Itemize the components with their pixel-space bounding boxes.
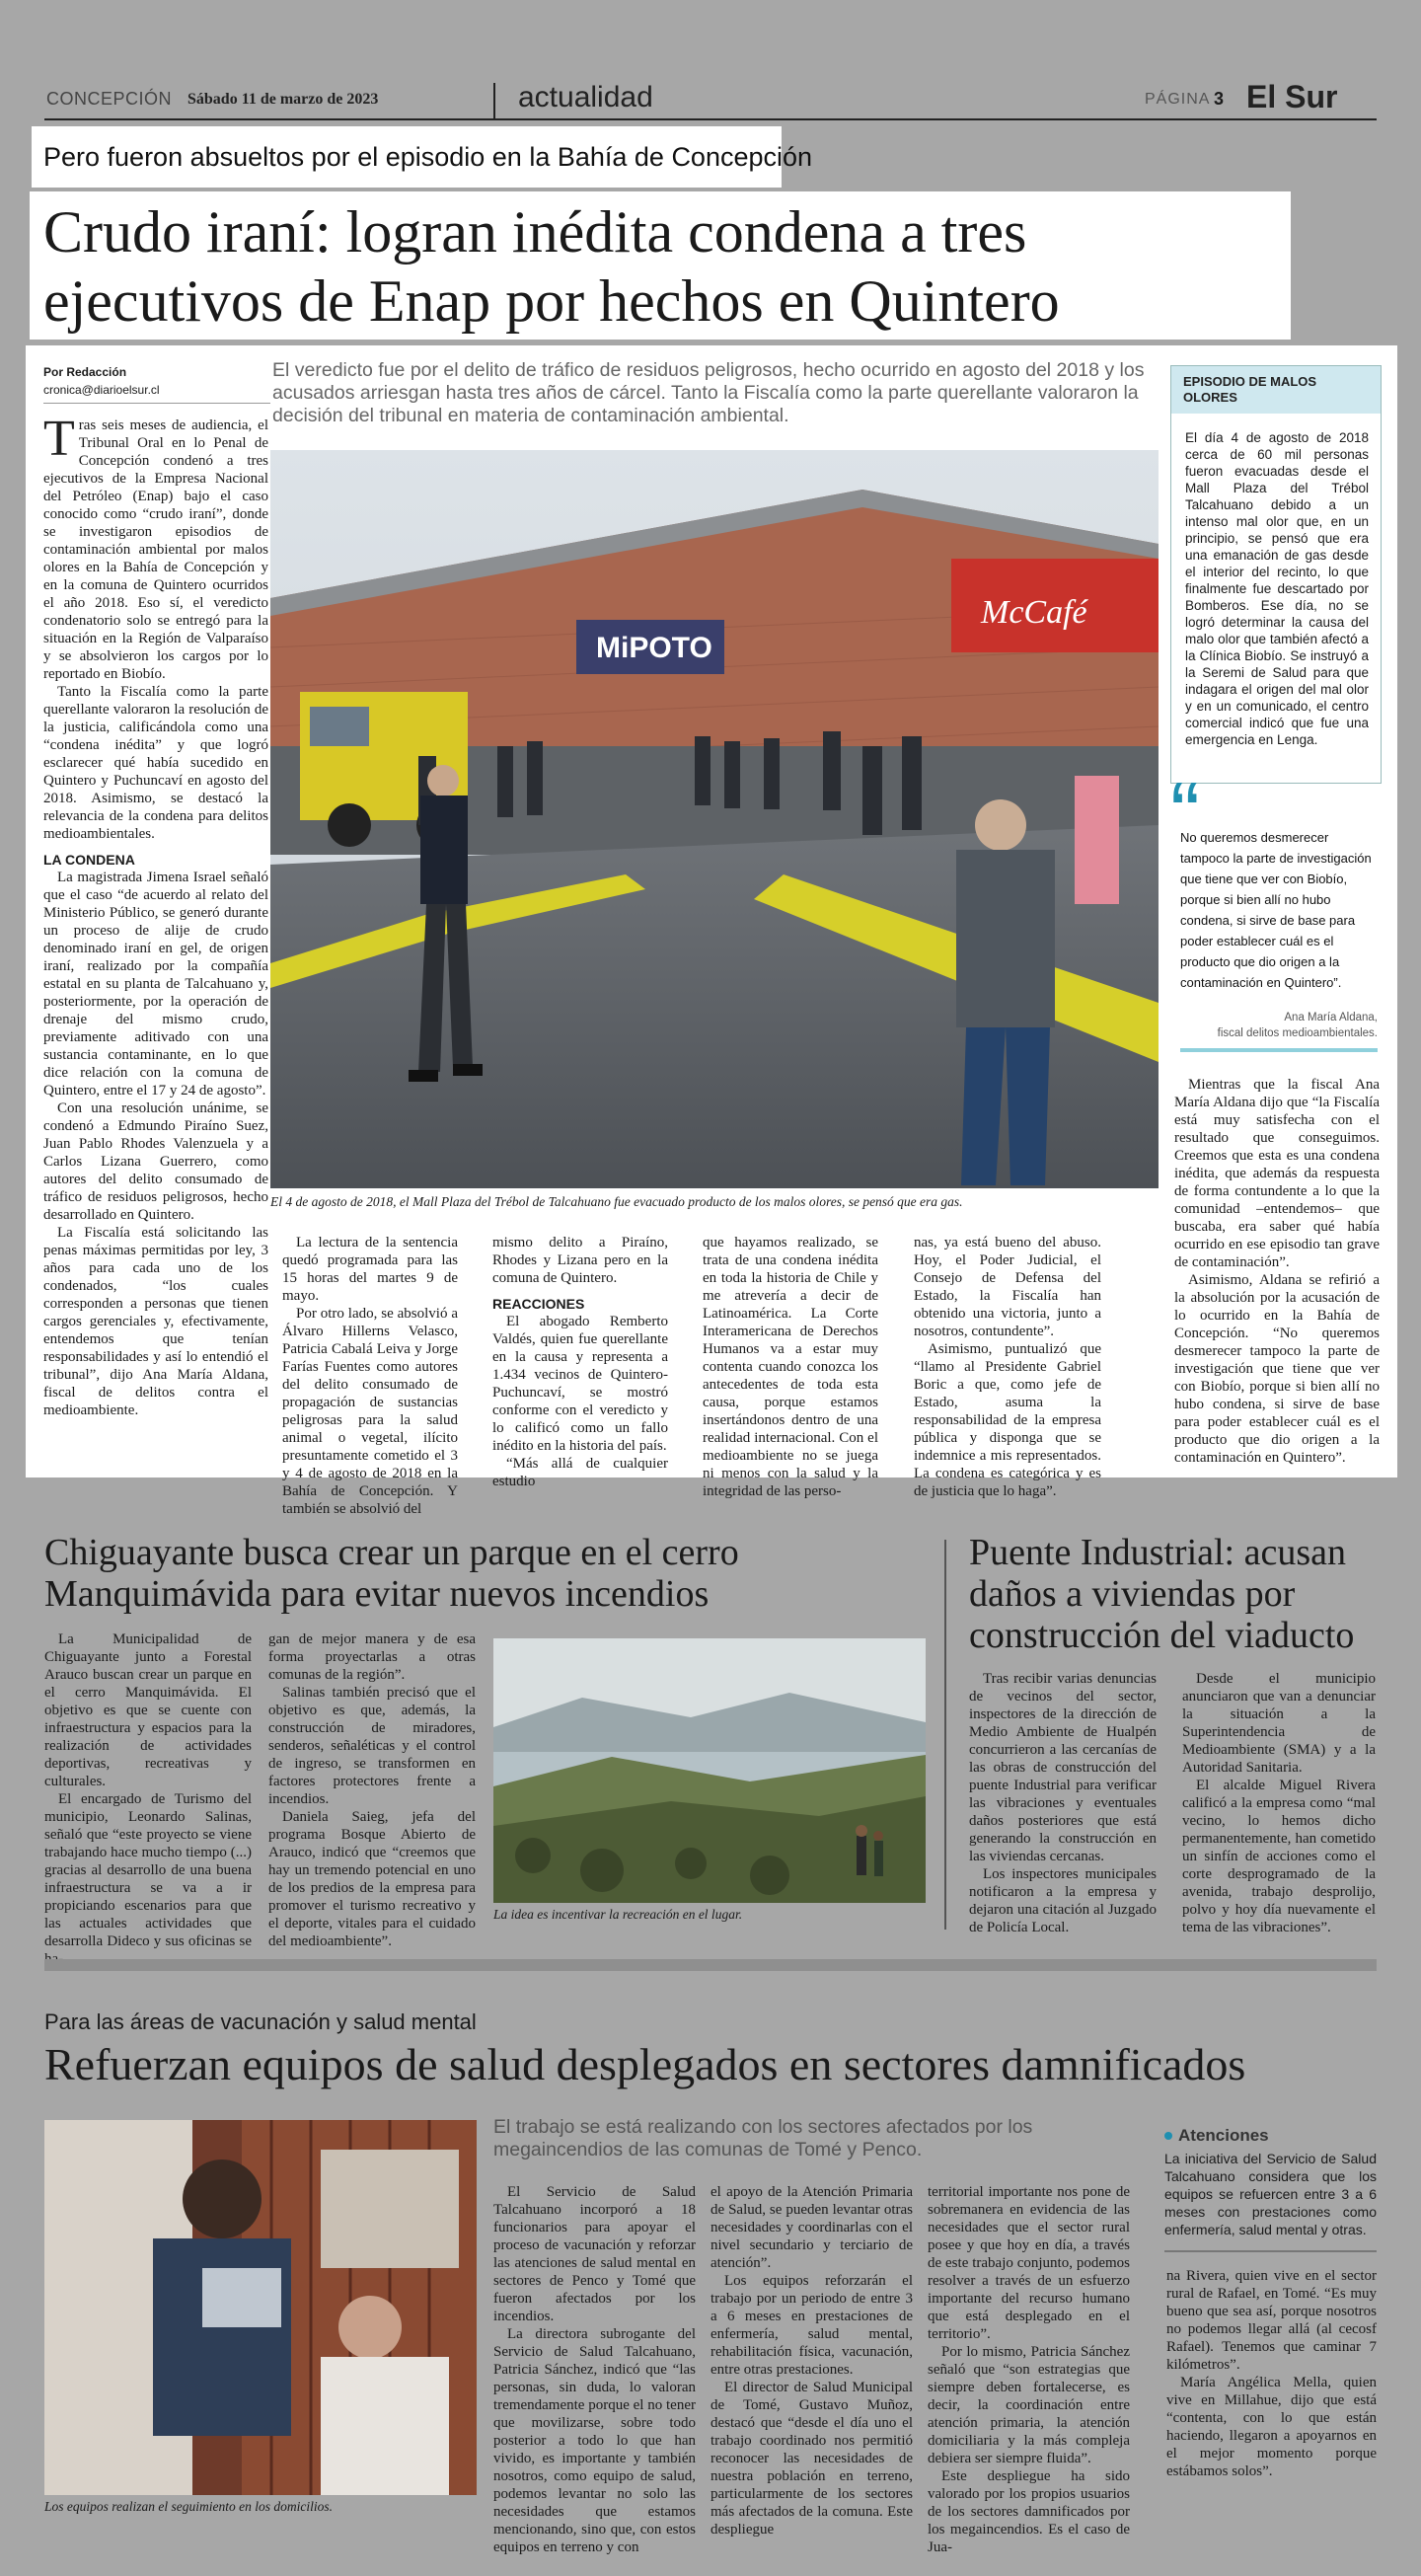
lead-col-6 [1174,1076,1380,1467]
lead-col4-p1: que hayamos realizado, se trata de una condena inédita en toda la historia de Chile y me atrevería a decir de Latinoamérica. La Corte Interamericana de Derechos Humanos va a estar muy contenta cuando conozca los antecedentes de toda esta causa, porque estamos insertándonos dentro de una realidad internacional. Con el medioambiente no se juega ni menos con la salud y la integridad de las perso- [703,1235,878,1499]
lead-col-4 [703,1234,878,1500]
salud-photo [44,2120,477,2495]
salud-col-3 [928,2183,1130,2556]
chiguayante-headline-line1: Chiguayante busca crear un parque en el cerro [44,1532,739,1573]
sidebar-box [1170,365,1382,784]
chiguayante-headline-line2: Manquimávida para evitar nuevos incendios [44,1573,710,1615]
lead-kicker: Pero fueron absueltos por el episodio en la Bahía de Concepción [43,142,813,172]
salud-col1-p1: El Servicio de Salud Talcahuano incorporó a 18 funcionarios para apoyar el proceso de vacunación y reforzar las atenciones de salud mental en sectores de Penco y Tomé que fueron afectados por los incendios. [493,2184,696,2324]
salud-kicker: Para las áreas de vacunación y salud mental [44,2009,477,2034]
salud-col-4 [1166,2267,1377,2480]
chiguayante-col-1 [44,1630,252,1968]
page-label: PÁGINA [1145,91,1211,108]
puente-headline-line3: construcción del viaducto [969,1615,1355,1656]
lead-col6-p2: Asimismo, Aldana se refirió a la absolución por la acusación de lo ocurrido en la Bahía de Concepción. “No queremos desmerecer tampoco la parte de investigación que tiene que ver con Biobío, porque si bien allí no hubo condena, si sirve de base para poder establecer cuál es el producto que dio origen a la contaminación en Quintero”. [1174,1272,1380,1466]
lead-col2-p2: Por otro lado, se absolvió a Álvaro Hillerns Velasco, Patricia Cabalá Leiva y Jorge Farías Fuentes como autores del delito consumado de propagación de sustancias peligrosas para la salud animal o vegetal, ilícito presuntamente cometido el 3 y 4 de agosto de 2018 en la Bahía de Concepción. Y también se absolvió del [282,1306,458,1517]
lead-col1-p5: La Fiscalía está solicitando las penas máximas permitidas por ley, 3 años para cada uno de los condenados, “los cuales corresponden a personas que tienen cargos gerenciales y, efectivamente, entendemos que tenían responsabilidades y así lo entendió el tribunal”, dijo Ana María Aldana, fiscal de delitos contra el medioambiente. [43,1225,268,1418]
salud-headline: Refuerzan equipos de salud desplegados en sectores damnificados [44,2039,1246,2089]
puente-col2-p1: Desde el municipio anunciaron que van a denunciar la situación a la Superintendencia de Medioambiente (SMA) y a la Autoridad Sanitaria. [1182,1671,1376,1776]
newspaper-logo: El Sur [1246,79,1338,114]
header-divider [493,83,495,118]
sidebar-text: El día 4 de agosto de 2018 cerca de 60 mil personas fueron evacuadas desde el Mall Plaza del Trébol Talcahuano debido a un intenso mal olor que, en un principio, se pensó que era una emanación de gas desde el interior del recinto, lo que finalmente fue descartado por Bomberos. Ese día, no se logró determinar la causa del malo olor que también afectó a la Clínica Biobío. Se instruyó a la Seremi de Salud para que indagara el origen del mal olor y en un comunicado, el centro comercial indicó que fue una emergencia en Lenga. [1185,430,1369,747]
atenciones-text: La iniciativa del Servicio de Salud Talcahuano considera que los equipos se refuercen entre 3 a 6 meses con prestaciones como enfermería, salud mental y otras. [1164,2151,1377,2237]
hill-landscape-photo [493,1638,926,1903]
lead-col-2 [282,1234,458,1518]
salud-caption: Los equipos realizan el seguimiento en los domicilios. [44,2499,333,2514]
chiguayante-caption: La idea es incentivar la recreación en el lugar. [493,1907,743,1922]
lead-headline-box [30,191,1291,340]
salud-col3-p3: Este despliegue ha sido valorado por los propios usuarios de los sectores damnificados por los megaincendios. Es el caso de Jua- [928,2468,1130,2555]
section-name: actualidad [518,81,653,114]
puente-col-1 [969,1670,1157,1936]
lead-col5-p1: nas, ya está bueno del abuso. Hoy, el Poder Judicial, el Consejo de Defensa del Estado, la Fiscalía han obtenido una victoria, junto a nosotros, contundente”. [914,1235,1101,1339]
byline-rule [43,403,270,404]
salud-col2-p1: el apoyo de la Atención Primaria de Salud, se pueden levantar otras necesidades y coordinarlas con el nivel secundario y terciario de atención”. [710,2184,913,2271]
salud-col2-p3: El director de Salud Municipal de Tomé, Gustavo Muñoz, destacó que “desde el día uno el trabajo coordinado nos permitió reconocer las necesidades de nuestra población en terreno, particularmente de los sectores más afectados de la comuna. Este despliegue [710,2380,913,2538]
salud-col4-p1: na Rivera, quien vive en el sector rural de Rafael, en Tomé. “Es muy bueno que sea así, porque nosotros no podemos llegar allá (al cecosf Rafael). Tenemos que caminar 7 kilómetros”. [1166,2268,1377,2373]
drop-cap: T [43,411,75,467]
column-divider [944,1540,946,1930]
chiguayante-col2-p2: Salinas también precisó que el objetivo es que, además, la construcción de miradores, senderos, señaléticas y el control de ingreso, se transformen en factores protectores frente a incendios. [268,1685,476,1807]
page-header [44,79,1377,120]
chiguayante-photo [493,1638,926,1903]
mall-evacuation-photo [270,450,1159,1188]
photo-sign-mall: MiPOTO [596,632,712,664]
chiguayante-col-2 [268,1630,476,1950]
lead-col-1 [43,411,268,1419]
puente-col1-p2: Los inspectores municipales notificaron a la empresa y dejaron una citación al Juzgado de Policía Local. [969,1866,1157,1935]
lead-col3-p1: mismo delito a Piraíno, Rhodes y Lizana pero en la comuna de Quintero. [492,1235,668,1286]
section-separator [44,1959,1377,1971]
lead-col1-p1: ras seis meses de audiencia, el Tribunal Oral en lo Penal de Concepción condenó a tres ejecutivos de la Empresa Nacional del Petróleo (Enap) bajo el caso conocido como “crudo iraní”, donde se investigaron episodios de contaminación ambiental por malos olores en la Bahía de Concepción y en la comuna de Quintero ocurridos el año 2018. Eso sí, el veredicto condenatorio solo se entregó para la situación en la Región de Valparaíso y se absolvieron los cargos por lo reportado en Biobío. [43,417,268,682]
lead-col-5 [914,1234,1101,1500]
lead-col3-p3: “Más allá de cualquier estudio [492,1456,668,1489]
lead-col2-p1: La lectura de la sentencia quedó programada para las 15 horas del martes 9 de mayo. [282,1235,458,1304]
salud-col3-p2: Por lo mismo, Patricia Sánchez señaló que “son estrategias que siempre deben fortalecerse, es decir, la coordinación entre atención primaria, la atención domiciliaria y la más compleja debiera ser siempre fluida”. [928,2344,1130,2466]
lead-col-3 [492,1234,668,1490]
header-date: Sábado 11 de marzo de 2023 [187,91,379,108]
salud-col-1 [493,2183,696,2556]
health-visit-photo [44,2120,477,2495]
lead-headline-line2: ejecutivos de Enap por hechos en Quintero [43,268,1060,334]
quote-rule [1180,1048,1378,1052]
lead-col1-p4: Con una resolución unánime, se condenó a Edmundo Piraíno Suez, Juan Pablo Rhodes Valenzuela y a Carlos Lizana Guerrero, como autores del delito consumado de tráfico de residuos peligrosos, hecho desarrollado en Quintero. [43,1100,268,1223]
subhead-reacciones: REACCIONES [492,1296,585,1312]
quote-role: fiscal delitos medioambientales. [1217,1027,1378,1039]
salud-col3-p1: territorial importante nos pone de sobremanera en evidencia de las necesidades que el sector rural posee y que hoy en día, a través de este trabajo conjunto, podemos resolver a través de un esfuerzo importante del recurso humano que está desplegado en el territorio”. [928,2184,1130,2342]
header-city: CONCEPCIÓN [46,89,173,109]
subhead-condena: LA CONDENA [43,852,135,868]
lead-col1-p3: La magistrada Jimena Israel señaló que el caso “de acuerdo al relato del Ministerio Público, se generó durante un proceso de alije de crudo denominado iraní en gel, de origen iraní, realizado por la compañía estatal en su planta de Talcahuano y, posteriormente, por la operación de drenaje del mismo crudo, previamente aditivado con una sustancia contaminante, en lo que dice relación con la comuna de Quintero, entre el 17 y 24 de agosto”. [43,870,268,1099]
bullet-icon [1164,2132,1172,2140]
puente-headline-line1: Puente Industrial: acusan [969,1532,1347,1573]
atenciones-box [1164,2128,1377,2246]
pull-quote: No queremos desmerecer tampoco la parte de investigación que tiene que ver con Biobío, porque si bien allí no hubo condena, si sirve de base para poder establecer cuál es el producto que dio origen a la contaminación en Quintero”. [1180,830,1372,990]
lead-col5-p2: Asimismo, puntualizó que “llamo al Presidente Gabriel Boric a que, como jefe de Estado, asuma la responsabilidad de la empresa pública y disponga que se indemnice a mis representados. La condena es categórica y es de justicia que lo haga”. [914,1341,1101,1499]
sidebar-title: EPISODIO DE MALOS OLORES [1183,374,1317,405]
lead-col6-p1: Mientras que la fiscal Ana María Aldana dijo que “la Fiscalía está muy satisfecha con el resultado que conseguimos. Creemos que esta es una condena inédita, que además da respuesta de forma contundente a lo que la comunidad –entendemos– que buscaba, era saber qué había ocurrido en ese episodio tan grave de contaminación”. [1174,1077,1380,1270]
chiguayante-col1-p1: La Municipalidad de Chiguayante junto a Forestal Arauco buscan crear un parque en el cerro Manquimávida. El objetivo es que se cuente con infraestructura y espacios para la realización de actividades deportivas, recreativas y culturales. [44,1631,252,1789]
quote-mark-icon: “ [1170,765,1200,864]
chiguayante-col2-p1: gan de mejor manera y de esa forma proyectarlas a otras comunas de la región”. [268,1631,476,1683]
salud-col4-p2: María Angélica Mella, quien vive en Millahue, dijo que está “contenta, con lo que están haciendo, llegaron a apoyarnos en el mejor momento porque estábamos solos”. [1166,2375,1377,2479]
salud-col1-p2: La directora subrogante del Servicio de Salud Talcahuano, Patricia Sánchez, indicó que “las personas, sin duda, lo valoran tremendamente porque el no tener que movilizarse, sobre todo posterior a todo lo que han vivido, es importante y también nosotros, como equipo de salud, podemos levantar no solo las necesidades que estamos mencionando, sino que, con estos equipos en terreno y con [493,2326,696,2555]
byline: Por Redacción [43,365,127,379]
puente-col-2 [1182,1670,1376,1936]
quote-author: Ana María Aldana, [1284,1012,1378,1023]
lead-col1-p2: Tanto la Fiscalía como la parte querellante valoraron la resolución de la justicia, calificándola como una “condena inédita” y que logró esclarecer qué había sucedido en Quintero y Puchuncaví en agosto del 2018. Asimismo, se destacó la relevancia de la condena para delitos medioambientales. [43,684,268,842]
puente-col1-p1: Tras recibir varias denuncias de vecinos del sector, inspectores de la dirección de Medio Ambiente de Hualpén concurrieron a las cercanías de las obras de construcción del puente Industrial para verificar las vibraciones y eventuales daños posteriores que está generando la construcción en las viviendas cercanas. [969,1671,1157,1864]
photo-sign-cafe: McCafé [981,594,1087,631]
chiguayante-col2-p3: Daniela Saieg, jefa del programa Bosque Abierto de Arauco, indicó que “creemos que hay un tremendo potencial en uno de los predios de la empresa para promover el turismo recreativo y el deporte, vitales para el cuidado del medioambiente”. [268,1809,476,1949]
byline-email[interactable]: cronica@diarioelsur.cl [43,383,160,397]
lead-article [26,345,1397,1517]
box-rule [1164,2250,1377,2252]
lead-headline-line1: Crudo iraní: logran inédita condena a tres [43,199,1027,265]
salud-deck: El trabajo se está realizando con los sectores afectados por los megaincendios de las comunas de Tomé y Penco. [493,2116,1033,2160]
puente-col2-p2: El alcalde Miguel Rivera calificó a la empresa como “mal vecino, lo hemos dicho permanentemente, han cometido un sinfín de acciones como el corte desprogramado de la avenida, trabajo desprolijo, polvo y hoy día nuevamente el tema de las vibraciones”. [1182,1778,1376,1935]
chiguayante-col1-p2: El encargado de Turismo del municipio, Leonardo Salinas, señaló que “este proyecto se viene trabajando hace mucho tiempo (...) gracias al desarrollo de una buena infraestructura se va a ir propiciando escenarios para que las actuales actividades que desarrolla Dideco y sus oficinas se [44,1791,252,1949]
lead-photo-caption: El 4 de agosto de 2018, el Mall Plaza del Trébol de Talcahuano fue evacuado producto de los malos olores, se pensó que era gas. [270,1194,963,1209]
salud-col-2 [710,2183,913,2538]
lead-photo [270,450,1159,1188]
lead-deck: El veredicto fue por el delito de tráfico de residuos peligrosos, hecho ocurrido en agosto del 2018 y los acusados arriesgan hasta tres años de cárcel. Tanto la Fiscalía como la parte querellante valoraron la decisión del tribunal en materia de contaminación ambiental. [272,359,1145,426]
atenciones-title: Atenciones [1178,2126,1269,2145]
salud-col2-p2: Los equipos reforzarán el trabajo por un periodo de entre 3 a 6 meses en prestaciones de enfermería, salud mental, rehabilitación física, vacunación, entre otras prestaciones. [710,2273,913,2378]
lead-col3-p2: El abogado Remberto Valdés, quien fue querellante en la causa y representa a 1.434 vecinos de Quintero-Puchuncaví, se mostró conforme con el veredicto y lo calificó como un fallo inédito en la historia del país. [492,1314,668,1454]
puente-headline-line2: daños a viviendas por [969,1573,1296,1615]
lead-kicker-box [32,126,813,188]
page-number: 3 [1214,89,1225,109]
